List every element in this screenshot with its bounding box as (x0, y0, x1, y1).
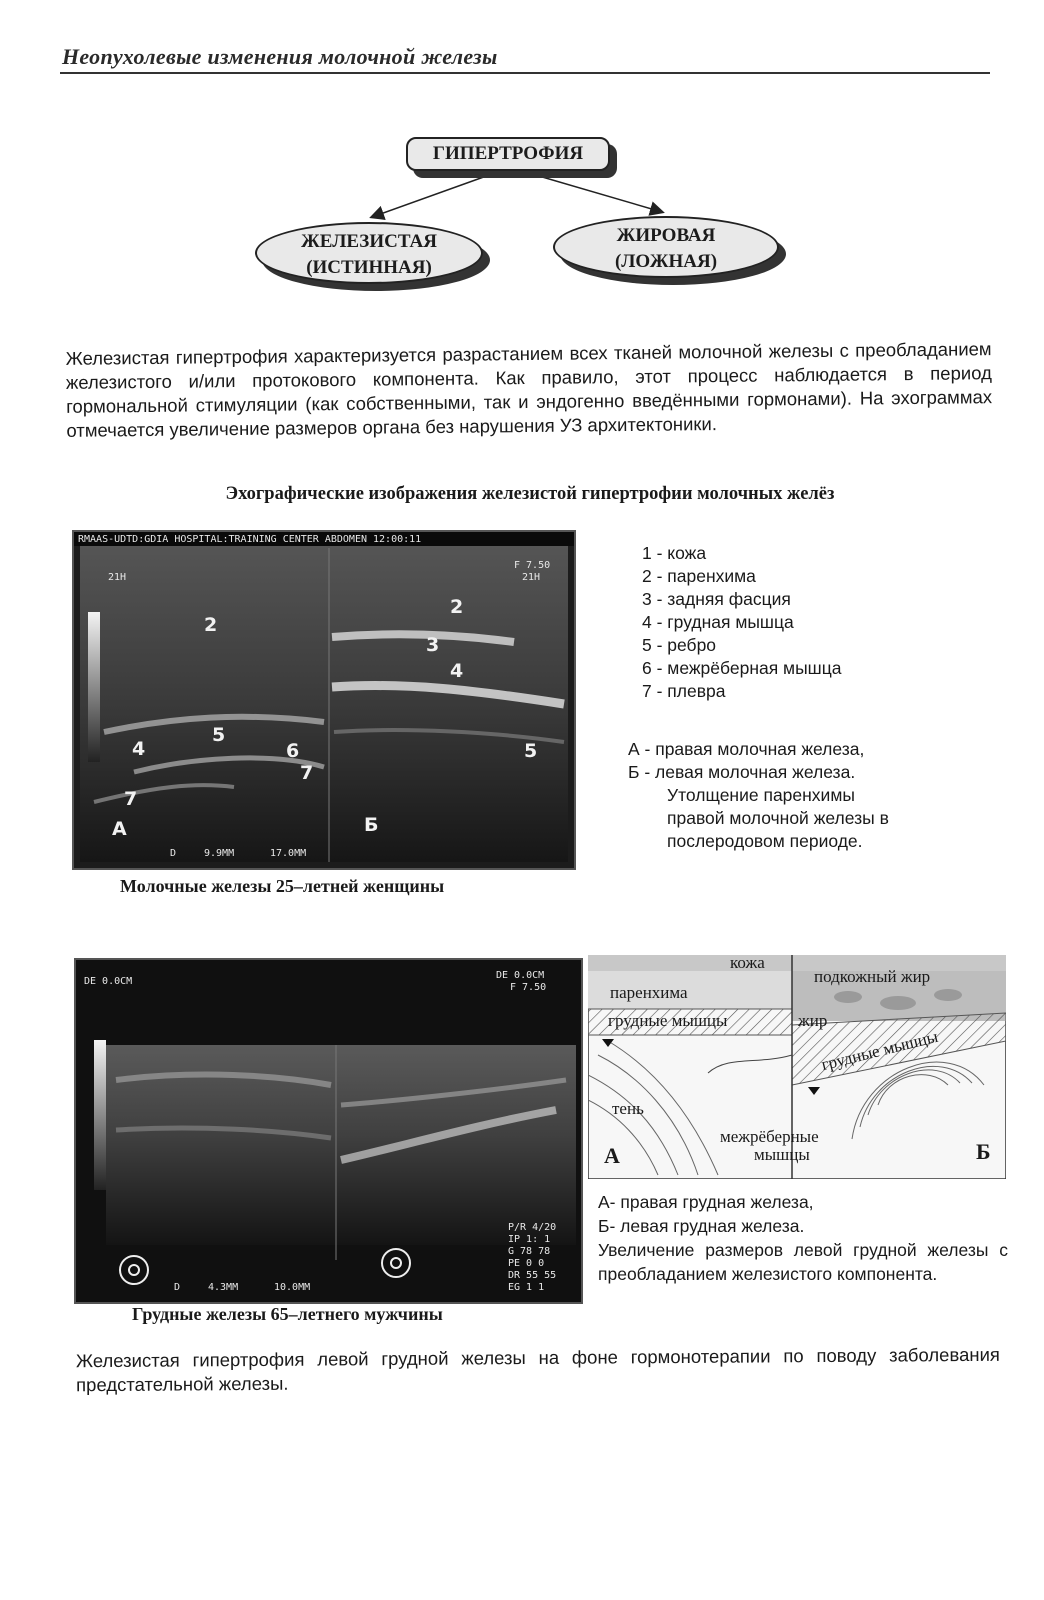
diagram-label-intercostal-1: межрёберные (720, 1127, 819, 1146)
legend2-a: А - правая молочная железа, (628, 739, 865, 759)
ultrasound-1-texture (74, 532, 574, 868)
fatty-line1: ЖИРОВАЯ (616, 225, 716, 246)
us1-label-7-right: 7 (300, 762, 314, 784)
section-heading: Эхографические изображения железистой гипертрофии молочных желёз (225, 484, 835, 504)
desc2-b: Б- левая грудная железа. (598, 1216, 805, 1236)
figure2-caption: Грудные железы 65–летнего мужчины (132, 1304, 443, 1324)
diagram-label-muscles-left: грудные мышцы (608, 1011, 728, 1030)
legend2-desc3: послеродовом периоде. (667, 831, 863, 851)
schematic-diagram (588, 955, 1006, 1179)
legend-item-3: 3 - задняя фасция (642, 589, 791, 609)
ultrasound-image-2 (74, 958, 583, 1304)
us2-top-right2: F 7.50 (510, 982, 547, 993)
page-header-title: Неопухолевые изменения молочной железы (62, 44, 498, 69)
desc2-text: Увеличение размеров левой грудной железы с преобладанием железистого компонента. (598, 1240, 1008, 1284)
us1-bottom-measure1: 9.9MM (204, 848, 235, 859)
us2-side-1: P/R 4/20 (508, 1222, 557, 1233)
us1-label-5-right: 5 (524, 740, 538, 762)
us2-side-3: G 78 78 (508, 1246, 551, 1257)
diagram-label-B: Б (976, 1139, 991, 1164)
legend-item-7: 7 - плевра (642, 681, 726, 701)
diagram-label-A: А (604, 1143, 620, 1168)
ultrasound-1-corner-right1: F 7.50 (514, 560, 551, 571)
diagram-label-fat: жир (798, 1011, 828, 1030)
scheme-glandular-true (255, 222, 483, 284)
us2-side-5: DR 55 55 (508, 1270, 557, 1281)
final-paragraph: Железистая гипертрофия левой грудной железы на фоне гормонотерапии по поводу заболевания предстательной железы. (75, 1343, 1000, 1396)
us1-label-4-left: 4 (132, 738, 146, 760)
us2-bottom-measure2: 10.0MM (274, 1282, 311, 1293)
diagram-label-skin: кожа (730, 953, 765, 972)
us1-label-3: 3 (426, 634, 440, 656)
legend2-desc1: Утолщение паренхимы (667, 785, 855, 805)
us1-label-6: 6 (286, 740, 300, 762)
scheme-root-hypertrophy: ГИПЕРТРОФИЯ (406, 137, 610, 171)
figure1-caption: Молочные железы 25–летней женщины (120, 876, 445, 896)
us1-bottom-d: D (170, 848, 177, 859)
legend-item-6: 6 - межрёберная мышца (642, 658, 842, 678)
desc2-a: А- правая грудная железа, (598, 1192, 814, 1212)
connector-left (372, 174, 492, 217)
us1-bottom-measure2: 17.0MM (270, 848, 307, 859)
us1-label-B: Б (364, 814, 379, 836)
legend2-b: Б - левая молочная железа. (628, 762, 856, 782)
ultrasound-2-texture (76, 960, 581, 1302)
legend-item-1: 1 - кожа (642, 543, 707, 563)
us2-side-4: PE 0 0 (508, 1258, 545, 1269)
intro-paragraph: Железистая гипертрофия характеризуется разрастанием всех тканей молочной железы с преобладанием железистого и/или протокового компонента. Как правило, этот процесс наблюдается в период гормональной стимуляции (как собственными, так и эндогенно введёнными гормонами). На эхограммах отмечается увеличение размеров органа без нарушения УЗ архитектоники. (65, 338, 993, 441)
us1-label-2-left: 2 (204, 614, 218, 636)
legend-item-5: 5 - ребро (642, 635, 717, 655)
us2-bottom-measure1: 4.3MM (208, 1282, 239, 1293)
glandular-line2: (ИСТИННАЯ) (306, 257, 432, 278)
fatty-line2: (ЛОЖНАЯ) (614, 251, 718, 272)
ultrasound-1-corner-right2: 21H (522, 572, 541, 583)
diagram-label-subcutaneous-fat: подкожный жир (814, 967, 931, 986)
diagram-label-intercostal-2: мышцы (754, 1145, 810, 1164)
figure2-description (598, 1190, 1008, 1286)
us1-label-2-right: 2 (450, 596, 464, 618)
us2-side-2: IP 1: 1 (508, 1234, 551, 1245)
us2-side-6: EG 1 1 (508, 1282, 545, 1293)
scheme-fatty-false (553, 216, 779, 278)
legend2-desc2: правой молочной железы в (667, 808, 889, 828)
ultrasound-1-corner-left: 21H (108, 572, 127, 583)
us1-label-A: А (112, 818, 127, 840)
us1-label-7-left: 7 (124, 788, 138, 810)
legend-item-2: 2 - паренхима (642, 566, 756, 586)
us2-top-left: DE 0.0CM (84, 976, 133, 987)
diagram-label-parenchyma: паренхима (610, 983, 688, 1002)
us1-label-4-right: 4 (450, 660, 464, 682)
diagram-label-shadow: тень (612, 1099, 644, 1118)
us2-top-right1: DE 0.0CM (496, 970, 545, 981)
glandular-line1: ЖЕЛЕЗИСТАЯ (301, 231, 437, 252)
us2-bottom-d: D (174, 1282, 181, 1293)
diagram-label-muscles-right: грудные мышцы (819, 1026, 940, 1075)
legend-item-4: 4 - грудная мышца (642, 612, 794, 632)
ultrasound-1-topbar: RMAAS-UDTD:GDIA HOSPITAL:TRAINING CENTER ABDOMEN 12:00:11 (78, 534, 422, 545)
us1-label-5-left: 5 (212, 724, 226, 746)
connector-right (532, 174, 662, 212)
ultrasound-image-1 (72, 530, 576, 870)
